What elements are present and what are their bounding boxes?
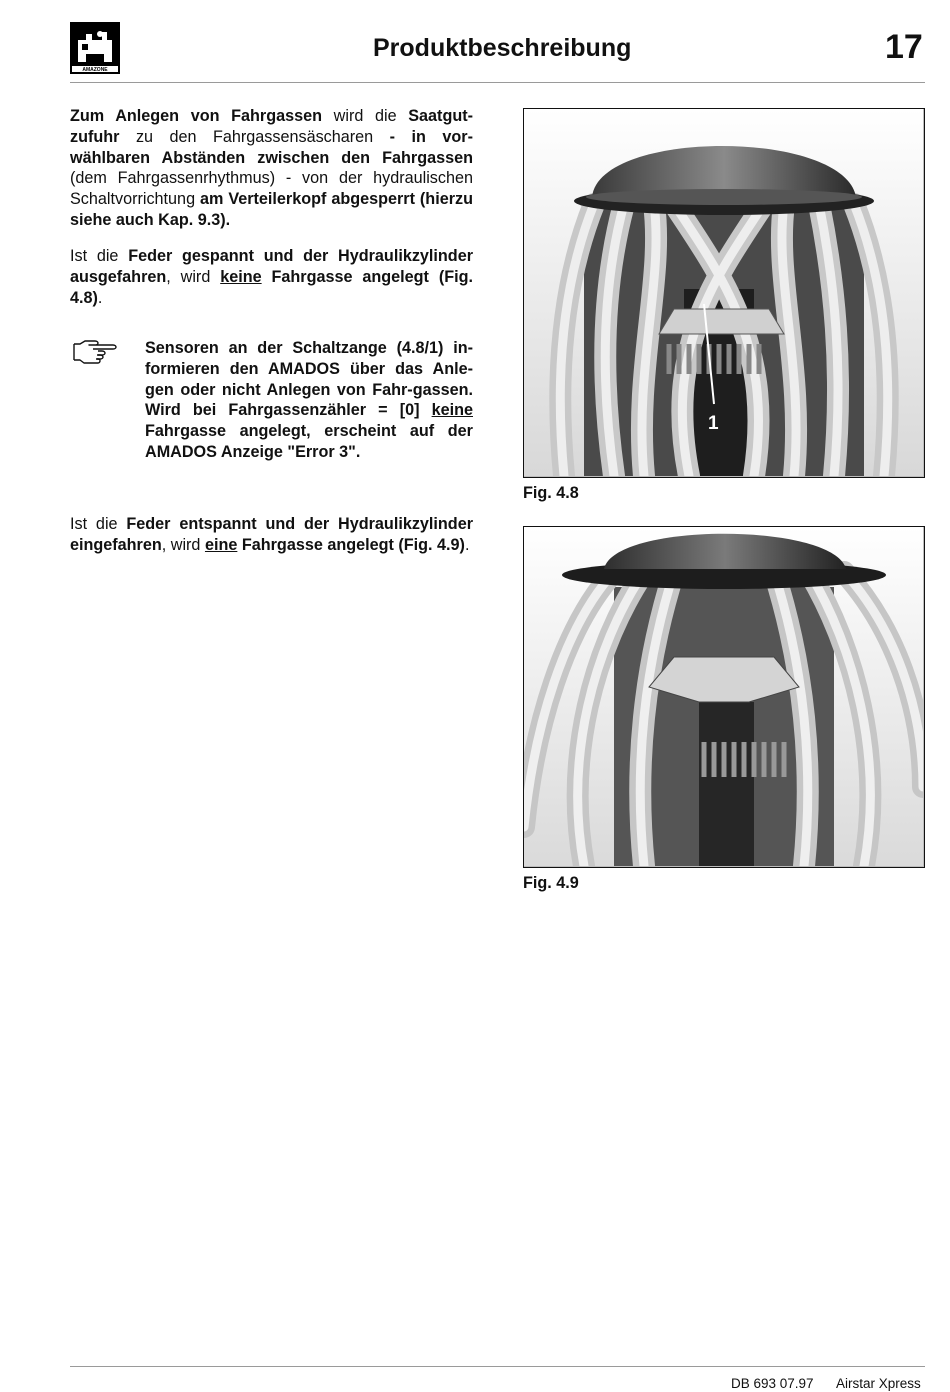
note-sensors: Sensoren an der Schaltzange (4.8/1) in-formieren den AMADOS über das Anle-gen oder nicht Anlegen von Fahr-gassen. Wird bei Fahrgassenzähler = [0] keine Fahrgasse angelegt, erscheint auf der AMADOS Anzeige "Error 3".	[145, 339, 473, 461]
callout-1: 1	[708, 413, 719, 434]
amazone-logo	[70, 22, 120, 74]
footer-divider	[70, 1366, 925, 1367]
paragraph-feder-gespannt: Ist die Feder gespannt und der Hydraulikzylinder ausgefahren, wird keine Fahrgasse angelegt (Fig. 4.8).	[70, 247, 473, 307]
paragraph-fahrgassen-intro: Zum Anlegen von Fahrgassen wird die Saatgut-zufuhr zu den Fahrgassensäscharen - in vor-wählbaren Abständen zwischen den Fahrgassen (dem Fahrgassenrhythmus) - von der hydraulischen Schaltvorrichtung am Verteilerkopf abgesperrt (hierzu siehe auch Kap. 9.3).	[70, 107, 473, 229]
figure-4-9-photo	[523, 526, 925, 868]
header-divider	[70, 82, 925, 83]
figure-4-9-caption: Fig. 4.9	[523, 874, 579, 892]
footer-doc-number: DB 693 07.97	[731, 1376, 814, 1391]
page-title: Produktbeschreibung	[373, 34, 632, 62]
logo-text: AMAZONE	[82, 67, 108, 73]
paragraph-feder-entspannt: Ist die Feder entspannt und der Hydraulikzylinder eingefahren, wird eine Fahrgasse angelegt (Fig. 4.9).	[70, 515, 473, 554]
figure-4-8-caption: Fig. 4.8	[523, 484, 579, 502]
page-number: 17	[885, 28, 923, 66]
footer-product: Airstar Xpress	[836, 1376, 921, 1391]
figure-4-8-photo	[523, 108, 925, 478]
pointing-hand-icon	[72, 338, 118, 364]
